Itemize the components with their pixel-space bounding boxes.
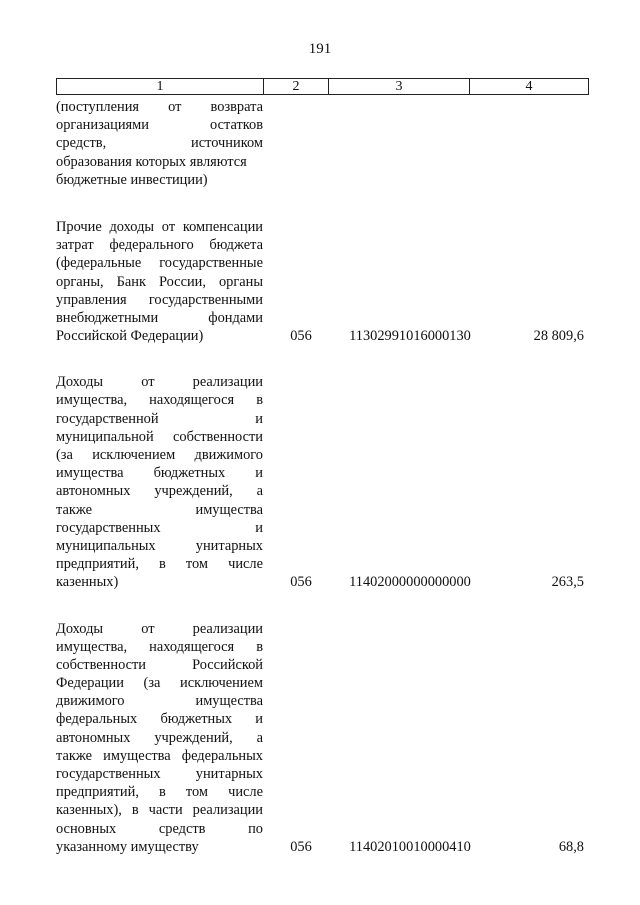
header-col-4: 4 [470,79,589,95]
row-budget-code: 11402000000000000 [349,574,471,591]
description-line: бюджетные инвестиции) [56,171,208,188]
description-line: управления государственными [56,291,263,308]
description-line: автономных учреждений, а [56,483,263,500]
description-line: движимого имущества [56,693,263,710]
description-line: казенных), в части реализации [56,802,263,819]
description-line: Доходы от реализации [56,374,263,391]
description-line: также имущества федеральных [56,747,263,764]
description-line: имущества бюджетных и [56,465,263,482]
row-admin-code: 056 [290,838,312,855]
description-line: муниципальной собственности [56,428,263,445]
description-line: (за исключением движимого [56,447,263,463]
table-row [56,218,584,345]
table-row [56,373,584,591]
row-budget-code: 11402010010000410 [349,838,471,855]
description-line: органы, Банк России, органы [56,273,263,290]
description-line: образования которых являются [56,153,247,170]
row-description [56,373,263,591]
table-header [56,78,589,95]
table-row [56,98,584,189]
description-line: государственных унитарных [56,766,263,782]
header-col-3: 3 [329,79,470,95]
description-line: Федерации (за исключением [56,675,263,692]
description-line: Российской Федерации) [56,328,204,345]
description-line: организациями остатков [56,117,263,134]
description-line: средств, источником [56,135,263,152]
description-line: федеральных бюджетных и [56,711,263,728]
description-line: государственных и [56,519,263,536]
description-line: собственности Российской [56,656,263,673]
description-line: предприятий, в том числе [56,556,263,573]
row-amount: 68,8 [558,838,584,855]
row-description [56,98,263,189]
description-line: также имущества [56,501,263,518]
row-description [56,218,263,345]
row-amount: 263,5 [551,574,584,591]
description-line: государственной и [56,410,263,427]
description-line: муниципальных унитарных [56,537,263,554]
header-col-1: 1 [57,79,264,95]
row-admin-code: 056 [290,328,312,345]
header-col-2: 2 [264,79,329,95]
description-line: казенных) [56,574,119,591]
row-admin-code: 056 [290,574,312,591]
description-line: внебюджетными фондами [56,309,263,326]
table-row [56,620,584,856]
description-line: автономных учреждений, а [56,729,263,746]
description-line: затрат федерального бюджета [56,237,263,254]
description-line: Прочие доходы от компенсации [56,218,263,235]
row-budget-code: 11302991016000130 [349,328,471,345]
description-line: предприятий, в том числе [56,784,263,801]
table-body [56,98,584,856]
description-line: (поступления от возврата [56,99,263,115]
description-line: основных средств по [56,820,263,837]
row-amount: 28 809,6 [533,328,584,345]
description-line: Доходы от реализации [56,620,263,637]
description-line: имущества, находящегося в [56,392,263,409]
description-line: (федеральные государственные [56,255,263,272]
description-line: имущества, находящегося в [56,638,263,655]
description-line: указанному имуществу [56,838,199,855]
row-description [56,620,263,856]
page-number: 191 [308,41,332,57]
